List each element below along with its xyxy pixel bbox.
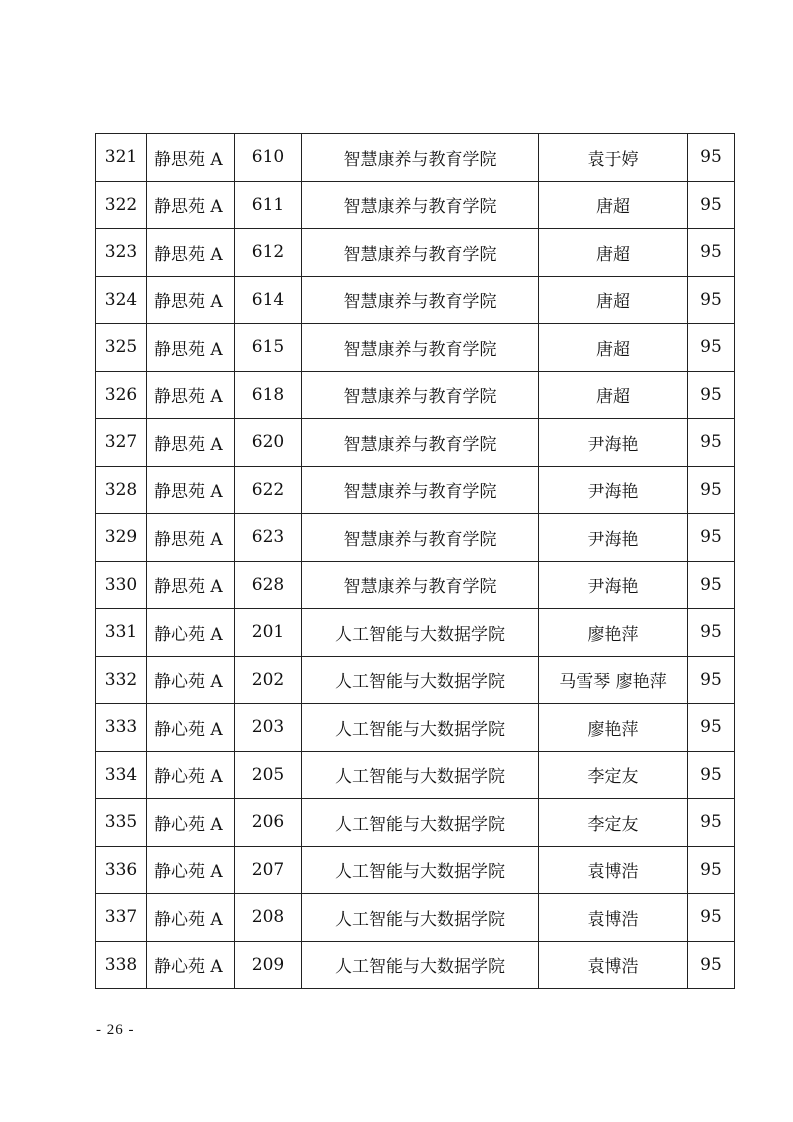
table-row	[96, 134, 735, 182]
cell-score: 95	[688, 324, 735, 372]
table-row	[96, 371, 735, 419]
cell-row-number: 335	[96, 799, 147, 847]
cell-room: 208	[235, 894, 302, 942]
cell-score: 95	[688, 656, 735, 704]
cell-row-number: 325	[96, 324, 147, 372]
cell-row-number: 334	[96, 751, 147, 799]
cell-row-number: 321	[96, 134, 147, 182]
cell-person: 唐超	[539, 371, 688, 419]
cell-building: 静心苑 A	[147, 704, 235, 752]
table-row	[96, 656, 735, 704]
cell-building: 静思苑 A	[147, 134, 235, 182]
cell-score: 95	[688, 561, 735, 609]
table-row	[96, 419, 735, 467]
cell-building: 静思苑 A	[147, 181, 235, 229]
cell-person: 廖艳萍	[539, 704, 688, 752]
cell-college: 智慧康养与教育学院	[302, 514, 539, 562]
table-row	[96, 751, 735, 799]
cell-score: 95	[688, 751, 735, 799]
cell-score: 95	[688, 609, 735, 657]
cell-building: 静心苑 A	[147, 799, 235, 847]
cell-person: 袁博浩	[539, 941, 688, 989]
cell-row-number: 329	[96, 514, 147, 562]
cell-score: 95	[688, 704, 735, 752]
cell-room: 628	[235, 561, 302, 609]
table-row	[96, 941, 735, 989]
cell-row-number: 331	[96, 609, 147, 657]
cell-score: 95	[688, 799, 735, 847]
table-row	[96, 229, 735, 277]
cell-person: 廖艳萍	[539, 609, 688, 657]
cell-score: 95	[688, 466, 735, 514]
cell-score: 95	[688, 894, 735, 942]
cell-college: 人工智能与大数据学院	[302, 751, 539, 799]
cell-row-number: 323	[96, 229, 147, 277]
cell-room: 205	[235, 751, 302, 799]
cell-row-number: 333	[96, 704, 147, 752]
cell-person: 袁博浩	[539, 846, 688, 894]
dormitory-score-table	[95, 133, 735, 989]
cell-row-number: 332	[96, 656, 147, 704]
cell-row-number: 330	[96, 561, 147, 609]
cell-person: 袁于婷	[539, 134, 688, 182]
cell-room: 206	[235, 799, 302, 847]
cell-college: 人工智能与大数据学院	[302, 656, 539, 704]
cell-person: 李定友	[539, 799, 688, 847]
table-body	[96, 134, 735, 989]
cell-person: 唐超	[539, 276, 688, 324]
cell-college: 人工智能与大数据学院	[302, 704, 539, 752]
cell-room: 622	[235, 466, 302, 514]
cell-college: 智慧康养与教育学院	[302, 561, 539, 609]
table-row	[96, 609, 735, 657]
cell-room: 614	[235, 276, 302, 324]
cell-college: 智慧康养与教育学院	[302, 229, 539, 277]
cell-room: 202	[235, 656, 302, 704]
cell-building: 静心苑 A	[147, 941, 235, 989]
cell-college: 人工智能与大数据学院	[302, 609, 539, 657]
cell-building: 静思苑 A	[147, 371, 235, 419]
cell-score: 95	[688, 846, 735, 894]
cell-person: 唐超	[539, 229, 688, 277]
cell-row-number: 326	[96, 371, 147, 419]
cell-college: 人工智能与大数据学院	[302, 846, 539, 894]
cell-score: 95	[688, 229, 735, 277]
cell-room: 623	[235, 514, 302, 562]
page-number: - 26 -	[96, 1022, 135, 1038]
table-row	[96, 276, 735, 324]
cell-row-number: 322	[96, 181, 147, 229]
cell-room: 618	[235, 371, 302, 419]
cell-college: 智慧康养与教育学院	[302, 276, 539, 324]
cell-score: 95	[688, 419, 735, 467]
table-row	[96, 846, 735, 894]
cell-college: 智慧康养与教育学院	[302, 419, 539, 467]
cell-person: 唐超	[539, 324, 688, 372]
dormitory-score-table-wrapper	[95, 133, 734, 989]
cell-row-number: 328	[96, 466, 147, 514]
cell-college: 人工智能与大数据学院	[302, 941, 539, 989]
table-row	[96, 561, 735, 609]
cell-building: 静心苑 A	[147, 609, 235, 657]
cell-building: 静思苑 A	[147, 561, 235, 609]
cell-college: 人工智能与大数据学院	[302, 894, 539, 942]
cell-room: 615	[235, 324, 302, 372]
table-row	[96, 704, 735, 752]
table-row	[96, 324, 735, 372]
cell-score: 95	[688, 181, 735, 229]
cell-college: 人工智能与大数据学院	[302, 799, 539, 847]
cell-room: 209	[235, 941, 302, 989]
table-row	[96, 466, 735, 514]
cell-college: 智慧康养与教育学院	[302, 134, 539, 182]
cell-room: 611	[235, 181, 302, 229]
cell-person: 唐超	[539, 181, 688, 229]
cell-score: 95	[688, 276, 735, 324]
table-row	[96, 799, 735, 847]
cell-score: 95	[688, 371, 735, 419]
cell-room: 620	[235, 419, 302, 467]
cell-college: 智慧康养与教育学院	[302, 181, 539, 229]
cell-building: 静心苑 A	[147, 656, 235, 704]
cell-score: 95	[688, 514, 735, 562]
cell-row-number: 327	[96, 419, 147, 467]
cell-building: 静思苑 A	[147, 229, 235, 277]
cell-score: 95	[688, 134, 735, 182]
cell-building: 静思苑 A	[147, 514, 235, 562]
cell-room: 610	[235, 134, 302, 182]
cell-college: 智慧康养与教育学院	[302, 466, 539, 514]
cell-building: 静心苑 A	[147, 751, 235, 799]
cell-building: 静心苑 A	[147, 894, 235, 942]
cell-row-number: 338	[96, 941, 147, 989]
cell-room: 207	[235, 846, 302, 894]
table-row	[96, 514, 735, 562]
cell-person: 尹海艳	[539, 419, 688, 467]
cell-room: 612	[235, 229, 302, 277]
cell-row-number: 337	[96, 894, 147, 942]
cell-person: 尹海艳	[539, 466, 688, 514]
cell-college: 智慧康养与教育学院	[302, 371, 539, 419]
table-row	[96, 181, 735, 229]
cell-building: 静思苑 A	[147, 466, 235, 514]
cell-room: 203	[235, 704, 302, 752]
cell-building: 静思苑 A	[147, 276, 235, 324]
cell-building: 静思苑 A	[147, 324, 235, 372]
cell-college: 智慧康养与教育学院	[302, 324, 539, 372]
table-row	[96, 894, 735, 942]
cell-room: 201	[235, 609, 302, 657]
cell-score: 95	[688, 941, 735, 989]
cell-row-number: 324	[96, 276, 147, 324]
cell-row-number: 336	[96, 846, 147, 894]
cell-person: 尹海艳	[539, 514, 688, 562]
cell-person: 袁博浩	[539, 894, 688, 942]
cell-building: 静心苑 A	[147, 846, 235, 894]
cell-person: 马雪琴 廖艳萍	[539, 656, 688, 704]
cell-person: 李定友	[539, 751, 688, 799]
cell-person: 尹海艳	[539, 561, 688, 609]
cell-building: 静思苑 A	[147, 419, 235, 467]
